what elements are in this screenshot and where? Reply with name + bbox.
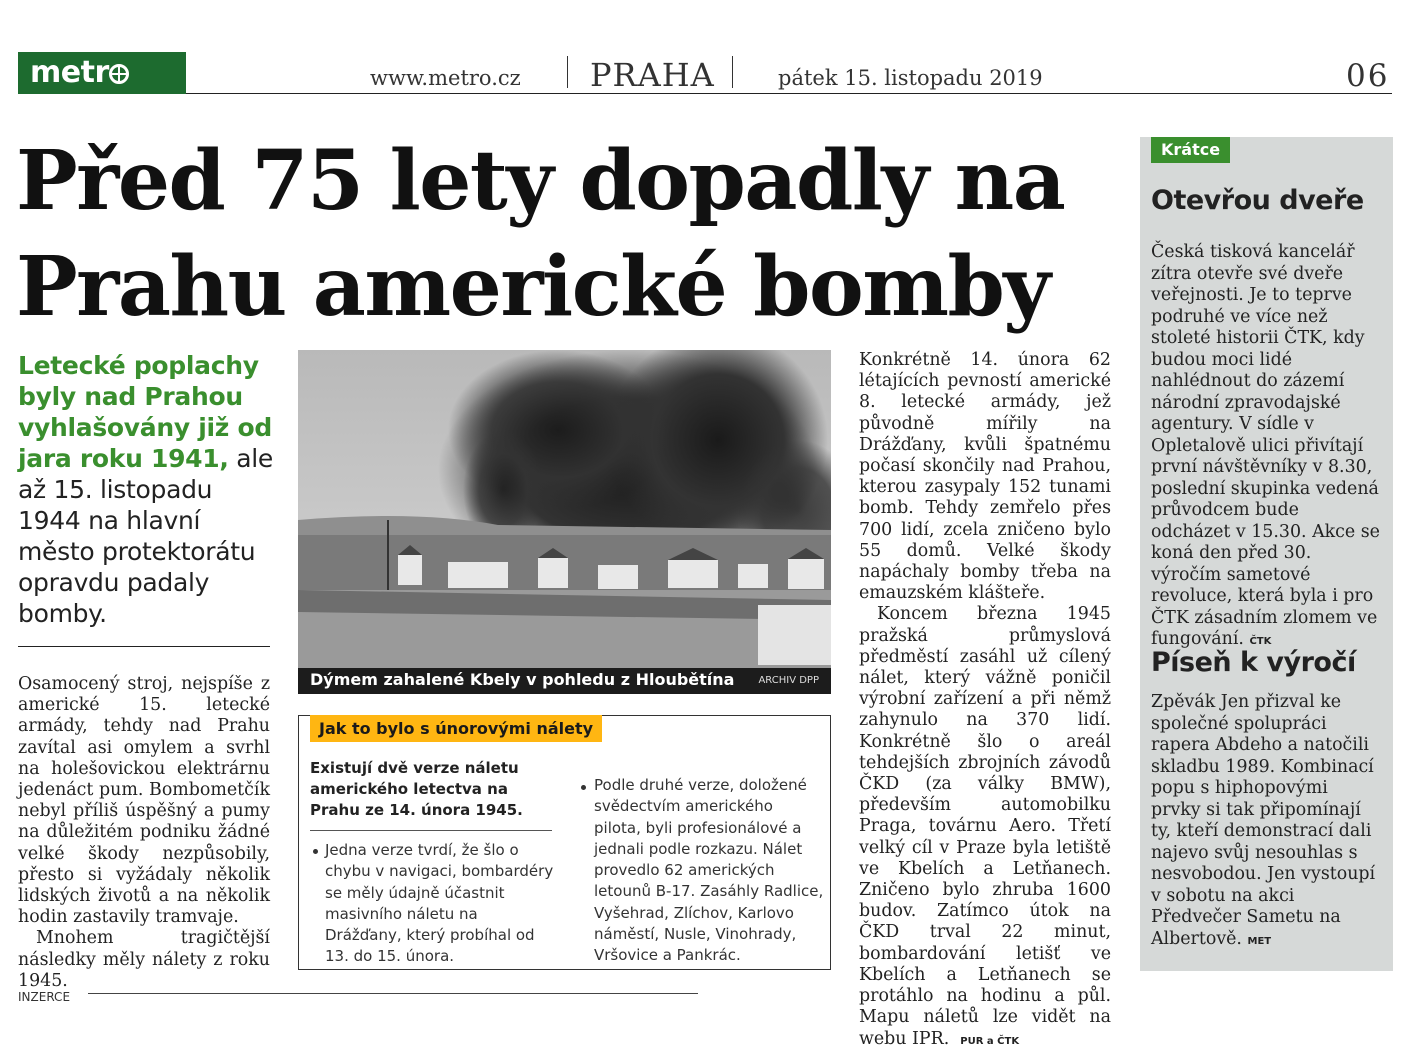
header-rule [186,93,1392,94]
info-box-bullet: Jedna verze tvrdí, že šlo o chybu v navigaci, bombardéry se měly údajně účastnit masivního náletu na Drážďany, který probíhal od 13. do 15. února. [325,841,554,966]
info-box-bullet: Podle druhé verze, doložené svědectvím amerického pilota, byli profesionálové a jednali podle rozkazu. Nálet provedlo 62 amerických letounů B-17. Zasáhly Radlice, Vyšehrad, Zlíchov, Karlovo náměstí, Nusle, Vinohrady, Vršovice a Pankrác. [594,776,824,965]
article-column-3 [859,350,1111,1052]
website-url[interactable]: www.metro.cz [370,66,521,90]
info-box-title: Jak to bylo s únorovými nálety [310,715,602,742]
article-photo[interactable] [298,350,831,694]
header-divider [732,56,733,88]
globe-icon [109,64,129,84]
brief-body: Česká tisková kancelář zítra otevře své dveře veřejnosti. Je to teprve podruhé ve více než stoleté historii ČTK, kdy budou moci lidé nahlédnout do zázemí národní zpravodajské agentury. V sídle v Opletalově ulici přivítají první návštěvníky v 8.30, poslední skupinka vedená průvodcem bude odcházet v 15.30. Akce se koná den před 30. výročím sametové revoluce, která byla i pro ČTK zásadním zlomem ve fungování. [1151,242,1380,649]
lead-rule [18,646,270,647]
page-number: 06 [1346,58,1390,94]
header-divider [567,56,568,88]
lead-text: ale až 15. listopadu 1944 na hlavní město protektorátu opravdu padaly bomby. [18,444,273,628]
article-column-1 [18,674,270,992]
photo-caption-bar [298,668,831,694]
advert-label: INZERCE [18,990,71,1004]
brief-text [1151,692,1381,952]
brief-title: Otevřou dveře [1151,185,1364,216]
bullet-icon [581,785,586,790]
brief-body: Zpěvák Jen přizval ke společné spolupráci rapera Abdeho a natočili skladbu 1989. Kombinací popu s hiphopovými prvky si tak připomínají ty, kteří demonstrací dali najevo svůj nesouhlas s nesvobodou. Jen vystoupí v sobotu na akci Předvečer Sametu na Albertově. [1151,692,1376,949]
issue-date: pátek 15. listopadu 2019 [778,66,1043,90]
photo-credit: ARCHIV DPP [758,675,819,686]
body-text: Koncem března 1945 pražská průmyslová předměstí zasáhl už cílený nálet, který vážně poničil výrobní zařízení a při němž zahynulo na 370 lidí. Konkrétně šlo o areál tehdejších zbrojních závodů ČKD (za války BMW), především automobilku Praga, továrnu Aero. Třetí velký cíl v Praze byla letiště ve Kbelích a Letňanech. Zničeno bylo zhruba 1600 budov. Zatímco útok na ČKD trval 22 minut, bombardování letišť ve Kbelích a Letňanech se protáhlo na hodinu a půl. Mapu náletů lze vidět na webu IPR. [859,604,1111,1049]
article-credit: PUR a ČTK [960,1035,1020,1047]
lead-highlight: Letecké poplachy byly nad Prahou vyhlašovány již od jara roku 1941, [18,351,272,473]
metro-logo[interactable] [18,52,186,94]
body-paragraph: Osamocený stroj, nejspíše z americké 15. letecké armády, tehdy nad Prahu zavítal asi omylem a svrhl na holešovickou elektrárnu jedenáct pum. Bombometčík nebyl příliš úspěšný a pumy na důležitém podniku žádné velké škody nezpůsobily, přesto si vyžádaly několik lidských životů a na několik hodin zastavily tramvaje. [18,674,270,928]
brief-text [1151,242,1381,653]
lead-paragraph [18,350,280,629]
sidebar-label: Krátce [1151,137,1230,163]
info-box-rule [310,830,552,831]
headline-line: Prahu americké bomby [16,239,1050,335]
brief-title: Píseň k výročí [1151,647,1356,678]
body-paragraph: Mnohem tragičtější následky měly nálety z roku 1945. [18,928,270,991]
logo-text: metr [30,55,109,90]
photo-illustration [298,350,831,694]
headline [16,128,1126,340]
brief-credit: ČTK [1249,636,1272,647]
body-paragraph [859,604,1111,1051]
headline-line: Před 75 lety dopadly na [16,133,1065,229]
section-city: PRAHA [590,56,715,94]
photo-caption: Dýmem zahalené Kbely v pohledu z Hloubětína [310,670,735,689]
info-box-intro: Existují dvě verze náletu amerického letectva na Prahu ze 14. února 1945. [310,759,523,819]
bullet-icon [313,849,318,854]
advert-rule [88,993,698,994]
brief-credit: MET [1247,935,1272,947]
body-paragraph: Konkrétně 14. února 62 létajících pevností americké 8. letecké armády, jež původně mířily na Drážďany, kvůli špatnému počasí skončily nad Prahou, kterou zasypaly 152 tunami bomb. Tehdy zemřelo přes 700 lidí, zcela zničeno bylo 55 domů. Velké škody napáchaly bomby třeba na emauzském klášteře. [859,350,1111,604]
